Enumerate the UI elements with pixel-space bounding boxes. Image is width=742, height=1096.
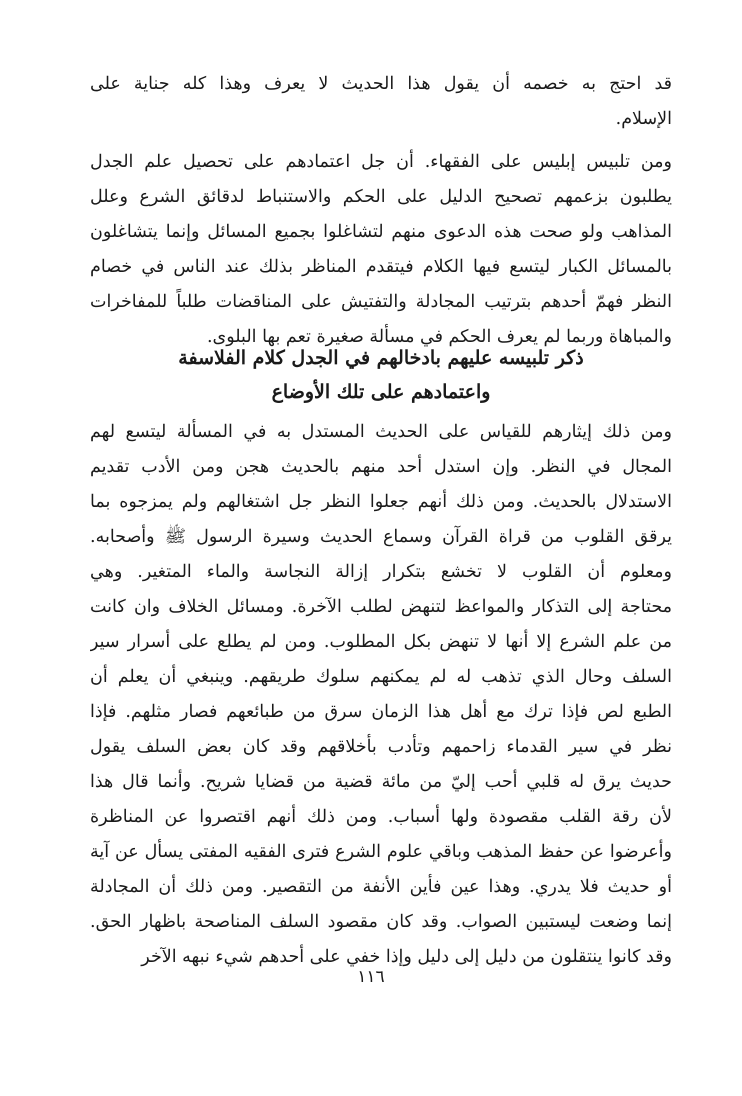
text-line: الطبع لص فإذا ترك مع أهل هذا الزمان سرق من طبائعهم فصار مثلهم. فإذا: [90, 702, 672, 722]
text-line: السلف وحال الذي تذهب له لم يمكنهم سلوك طريقهم. وينبغي أن يعلم أن: [90, 667, 672, 687]
paragraph-qiyas: [90, 415, 672, 975]
text-line: وقد كانوا ينتقلون من دليل إلى دليل وإذا خفي على أحدهم شيء نبهه الآخر: [141, 947, 672, 967]
heading-line: ذكر تلبيسه عليهم بادخالهم في الجدل كلام الفلاسفة: [178, 347, 584, 369]
text-line: إنما وضعت ليستبين الصواب. وقد كان مقصود السلف المناصحة باظهار الحق.: [90, 912, 672, 932]
text-line: أو حديث فلا يدري. وهذا عين فأين الأنفة من التقصير. ومن ذلك أن المجادلة: [90, 877, 672, 897]
text-line: الإسلام.: [615, 109, 672, 129]
page-number: ١١٦: [357, 967, 385, 987]
text-line: من علم الشرع إلا أنها لا تنهض بكل المطلوب. ومن لم يطلع على أسرار سير: [90, 632, 672, 652]
text-line: لأن رقة القلب مقصودة ولها أسباب. ومن ذلك أنهم اقتصروا عن المناظرة: [90, 807, 672, 827]
text-line: محتاجة إلى التذكار والمواعظ لتنهض لطلب الآخرة. ومسائل الخلاف وان كانت: [90, 597, 672, 617]
text-line: ومعلوم أن القلوب لا تخشع بتكرار إزالة النجاسة والماء المتغير. وهي: [90, 562, 672, 582]
text-line: المذاهب ولو صحت هذه الدعوى منهم لتشاغلوا بجميع المسائل وإنما يتشاغلون: [90, 222, 672, 242]
text-line: ومن ذلك إيثارهم للقياس على الحديث المستدل به في المسألة ليتسع لهم: [90, 422, 672, 442]
text-line: ومن تلبيس إبليس على الفقهاء. أن جل اعتمادهم على تحصيل علم الجدل: [90, 152, 672, 172]
heading-line: واعتمادهم على تلك الأوضاع: [271, 381, 491, 403]
text-line: الاستدلال بالحديث. ومن ذلك أنهم جعلوا النظر جل اشتغالهم ولم يمزجوه بما: [90, 492, 672, 512]
text-line: النظر فهمّ أحدهم بترتيب المجادلة والتفتيش على المناقضات طلباً للمفاخرات: [90, 292, 672, 312]
text-line: بالمسائل الكبار ليتسع فيها الكلام فيتقدم المناظر بذلك عند الناس في خصام: [90, 257, 672, 277]
text-line: والمباهاة وربما لم يعرف الحكم في مسألة صغيرة تعم بها البلوى.: [206, 327, 672, 347]
text-line: المجال في النظر. وإن استدل أحد منهم بالحديث هجن ومن الأدب تقديم: [90, 457, 672, 477]
text-line: حديث يرق له قلبي أحب إليّ من مائة قضية من قضايا شريح. وأنما قال هذا: [90, 772, 672, 792]
text-line: يطلبون بزعمهم تصحيح الدليل على الحكم والاستنباط لدقائق الشرع وعلل: [90, 187, 672, 207]
text-line: وأعرضوا عن حفظ المذهب وباقي علوم الشرع فترى الفقيه المفتى يسأل عن آية: [90, 842, 672, 862]
text-line: نظر في سير القدماء زاحمهم وتأدب بأخلاقهم وقد كان بعض السلف يقول: [90, 737, 672, 757]
section-heading: [90, 341, 672, 409]
text-line: قد احتج به خصمه أن يقول هذا الحديث لا يعرف وهذا كله جناية على: [90, 74, 672, 94]
paragraph-continuation: [90, 67, 672, 137]
text-line: يرقق القلوب من قراة القرآن وسماع الحديث وسيرة الرسول ﷺ وأصحابه.: [90, 527, 672, 547]
paragraph-fuqaha: [90, 145, 672, 355]
